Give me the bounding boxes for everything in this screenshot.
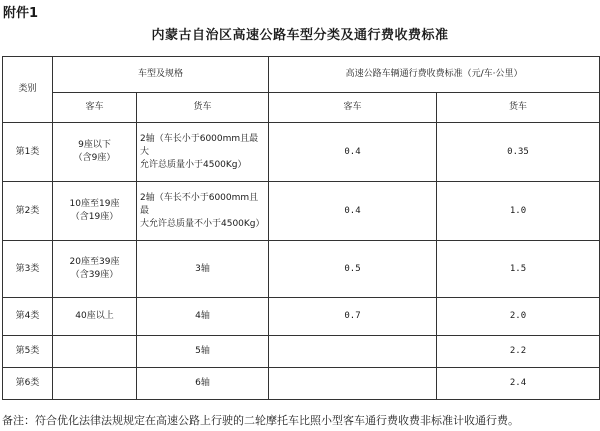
- header-passenger: 客车: [53, 93, 137, 123]
- fee-truck-cell: 0.35: [437, 123, 600, 182]
- truck-cell: [137, 182, 269, 241]
- passenger-cell: [53, 241, 137, 298]
- header-fee-passenger: 客车: [269, 93, 437, 123]
- passenger-cell: [53, 336, 137, 368]
- passenger-cell: 40座以上: [53, 298, 137, 336]
- fee-passenger-cell: [269, 368, 437, 400]
- fee-passenger-cell: 0.4: [269, 123, 437, 182]
- passenger-line: 10座至19座: [69, 199, 120, 209]
- category-cell: 第3类: [3, 241, 53, 298]
- passenger-line: （含39座）: [70, 270, 119, 280]
- category-cell: 第1类: [3, 123, 53, 182]
- passenger-cell: [53, 182, 137, 241]
- fee-passenger-cell: [269, 336, 437, 368]
- table-row: [3, 123, 600, 182]
- passenger-line: （含19座）: [70, 212, 119, 222]
- header-truck: 货车: [137, 93, 269, 123]
- fee-truck-cell: 2.2: [437, 336, 600, 368]
- table-header-row: [3, 57, 600, 93]
- attachment-label: 附件1: [3, 6, 39, 21]
- footnote: 备注：符合优化法律法规规定在高速公路上行驶的二轮摩托车比照小型客车通行费收费非标准计收通行费。: [2, 414, 519, 427]
- passenger-line: 20座至39座: [69, 257, 120, 267]
- passenger-line: （含9座）: [73, 153, 116, 163]
- fee-truck-cell: 2.0: [437, 298, 600, 336]
- category-cell: 第6类: [3, 368, 53, 400]
- table-row: [3, 241, 600, 298]
- truck-line: 大允许总质量不小于4500Kg）: [140, 218, 265, 229]
- category-cell: 第4类: [3, 298, 53, 336]
- truck-cell: 4轴: [137, 298, 269, 336]
- header-vehicle-type-spec: 车型及规格: [53, 57, 269, 93]
- fee-truck-cell: 2.4: [437, 368, 600, 400]
- truck-cell: 5轴: [137, 336, 269, 368]
- header-fee-standard: 高速公路车辆通行费收费标准（元/车·公里）: [269, 57, 600, 93]
- document-title: 内蒙古自治区高速公路车型分类及通行费收费标准: [151, 28, 449, 43]
- header-fee-truck: 货车: [437, 93, 600, 123]
- truck-cell: [137, 123, 269, 182]
- fee-passenger-cell: 0.7: [269, 298, 437, 336]
- fee-passenger-cell: 0.5: [269, 241, 437, 298]
- fee-passenger-cell: 0.4: [269, 182, 437, 241]
- truck-line: 2轴（车长不小于6000mm且最: [140, 192, 259, 216]
- table-row: [3, 368, 600, 400]
- category-cell: 第5类: [3, 336, 53, 368]
- passenger-cell: [53, 123, 137, 182]
- table-subheader-row: [3, 93, 600, 123]
- truck-cell: 3轴: [137, 241, 269, 298]
- table-row: [3, 336, 600, 368]
- fee-table: [2, 56, 600, 400]
- category-cell: 第2类: [3, 182, 53, 241]
- header-category: 类别: [3, 57, 53, 123]
- table-row: [3, 298, 600, 336]
- fee-truck-cell: 1.0: [437, 182, 600, 241]
- truck-cell: 6轴: [137, 368, 269, 400]
- fee-truck-cell: 1.5: [437, 241, 600, 298]
- table-row: [3, 182, 600, 241]
- passenger-cell: [53, 368, 137, 400]
- truck-line: 允许总质量小于4500Kg）: [140, 159, 247, 170]
- passenger-line: 9座以下: [78, 140, 111, 150]
- truck-line: 2轴（车长小于6000mm且最大: [140, 133, 259, 157]
